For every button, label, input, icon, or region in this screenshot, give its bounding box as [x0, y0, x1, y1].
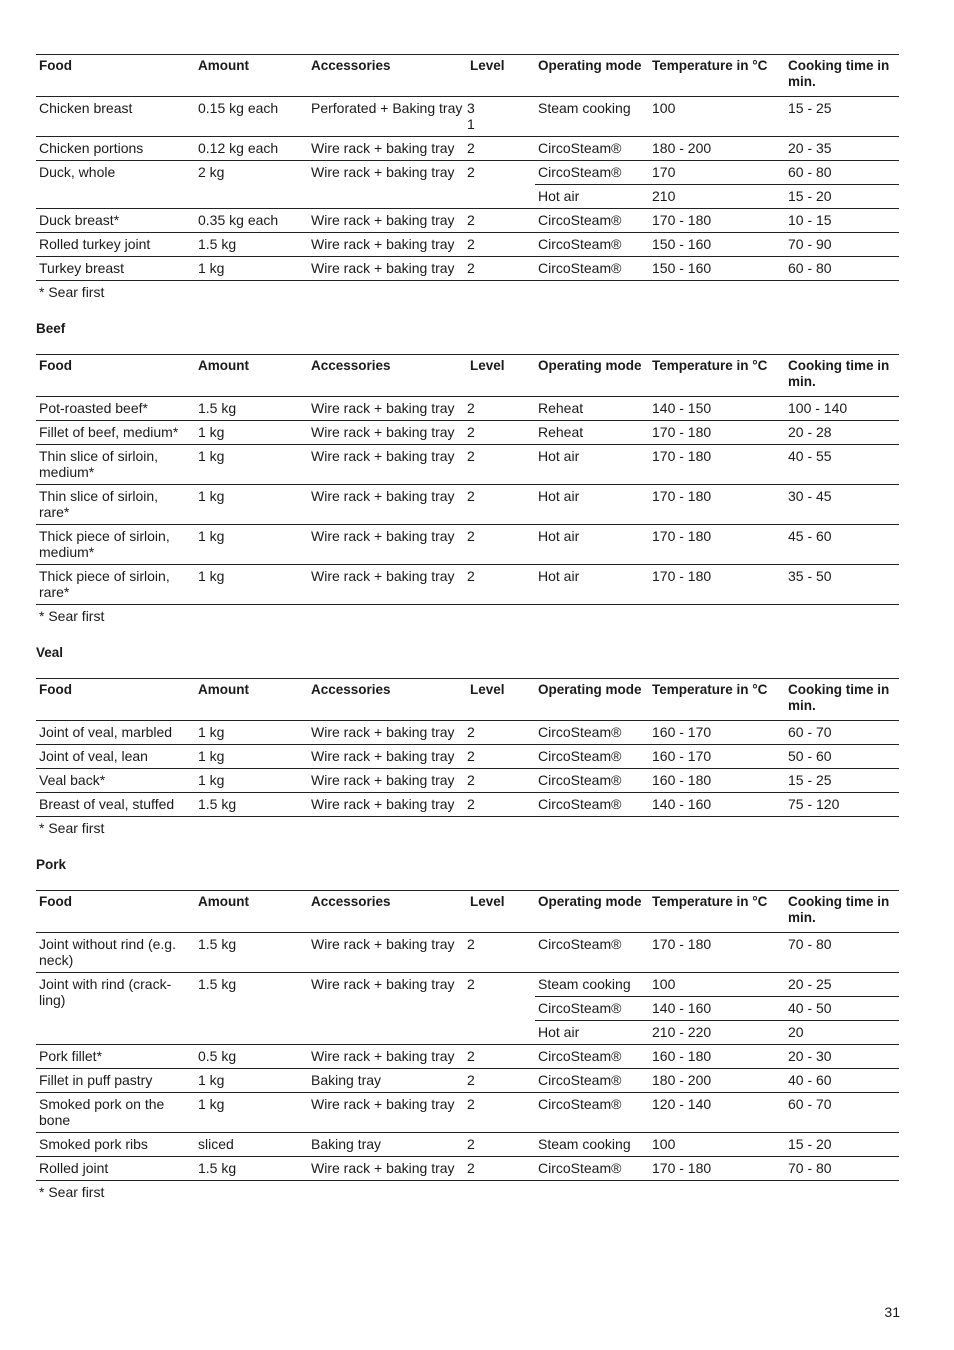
column-header-cooking-time: Cooking time in min.: [788, 682, 890, 713]
cooking-time-cell: 100 - 140: [788, 400, 848, 416]
temperature-cell: 170 - 180: [652, 568, 712, 584]
column-header-temperature: Temperature in °C: [652, 358, 768, 373]
cooking-time-cell: 60 - 70: [788, 724, 832, 740]
operating-mode-cell: CircoSteam®: [538, 260, 622, 276]
level-cell: 2: [467, 424, 475, 440]
table-row: [36, 721, 899, 745]
cooking-time-cell: 15 - 25: [788, 100, 832, 116]
temperature-cell: 170 - 180: [652, 212, 712, 228]
level-cell: 2: [467, 936, 475, 952]
cooking-time-cell: 40 - 60: [788, 1072, 832, 1088]
column-header-food: Food: [39, 58, 72, 73]
cooking-time-cell: 20 - 25: [788, 976, 832, 992]
table-row: [36, 445, 899, 485]
header-row: [36, 679, 899, 721]
operating-mode-cell: CircoSteam®: [538, 772, 622, 788]
food-cell: Veal back*: [39, 772, 106, 788]
column-header-temperature: Temperature in °C: [652, 894, 768, 909]
table-row: [36, 1045, 899, 1069]
column-header-level: Level: [470, 894, 505, 909]
table-row: [36, 973, 899, 997]
temperature-cell: 170 - 180: [652, 1160, 712, 1176]
amount-cell: 0.5 kg: [198, 1048, 237, 1064]
cooking-time-cell: 60 - 80: [788, 164, 832, 180]
accessories-cell: Wire rack + baking tray: [311, 976, 455, 992]
column-header-operating-mode: Operating mode: [538, 358, 642, 373]
cooking-time-cell: 75 - 120: [788, 796, 840, 812]
operating-mode-cell: Hot air: [538, 448, 580, 464]
food-cell: Thin slice of sirloin, rare*: [39, 488, 159, 520]
table-row: [36, 485, 899, 525]
section-spacer: [36, 661, 899, 678]
cooking-time-cell: 15 - 20: [788, 188, 832, 204]
temperature-cell: 160 - 180: [652, 772, 712, 788]
cooking-time-cell: 30 - 45: [788, 488, 832, 504]
table-row: [36, 525, 899, 565]
food-cell: Thin slice of sirloin, medium*: [39, 448, 159, 480]
temperature-cell: 210 - 220: [652, 1024, 712, 1040]
accessories-cell: Baking tray: [311, 1136, 382, 1152]
column-header-operating-mode: Operating mode: [538, 58, 642, 73]
section-spacer: [36, 836, 899, 857]
amount-cell: 1 kg: [198, 724, 225, 740]
accessories-cell: Wire rack + baking tray: [311, 1160, 455, 1176]
temperature-cell: 150 - 160: [652, 260, 712, 276]
column-header-food: Food: [39, 358, 72, 373]
temperature-cell: 170 - 180: [652, 528, 712, 544]
operating-mode-cell: CircoSteam®: [538, 1000, 622, 1016]
amount-cell: 1 kg: [198, 772, 225, 788]
level-cell: 2: [467, 724, 475, 740]
operating-mode-cell: CircoSteam®: [538, 724, 622, 740]
accessories-cell: Wire rack + baking tray: [311, 140, 455, 156]
level-cell: 2: [467, 212, 475, 228]
accessories-cell: Wire rack + baking tray: [311, 424, 455, 440]
amount-cell: 1 kg: [198, 260, 225, 276]
amount-cell: 1 kg: [198, 528, 225, 544]
accessories-cell: Wire rack + baking tray: [311, 448, 455, 464]
section-spacer: [36, 337, 899, 354]
cooking-time-cell: 60 - 80: [788, 260, 832, 276]
food-cell: Duck, whole: [39, 164, 116, 180]
table-row: [36, 793, 899, 817]
accessories-cell: Wire rack + baking tray: [311, 164, 455, 180]
operating-mode-cell: CircoSteam®: [538, 236, 622, 252]
table-row: [36, 421, 899, 445]
operating-mode-cell: Steam cooking: [538, 976, 631, 992]
temperature-cell: 160 - 180: [652, 1048, 712, 1064]
accessories-cell: Wire rack + baking tray: [311, 936, 455, 952]
column-header-accessories: Accessories: [311, 894, 391, 909]
column-header-amount: Amount: [198, 894, 249, 909]
accessories-cell: Wire rack + baking tray: [311, 236, 455, 252]
level-cell: 2: [467, 568, 475, 584]
accessories-cell: Wire rack + baking tray: [311, 796, 455, 812]
amount-cell: 1 kg: [198, 1096, 225, 1112]
cooking-time-cell: 40 - 55: [788, 448, 832, 464]
food-cell: Rolled turkey joint: [39, 236, 151, 252]
level-cell: 2: [467, 1160, 475, 1176]
section-spacer: [36, 624, 899, 645]
column-header-accessories: Accessories: [311, 58, 391, 73]
operating-mode-cell: CircoSteam®: [538, 212, 622, 228]
operating-mode-cell: Reheat: [538, 400, 584, 416]
operating-mode-cell: Hot air: [538, 568, 580, 584]
level-cell: 2: [467, 1072, 475, 1088]
amount-cell: 1 kg: [198, 448, 225, 464]
cooking-time-cell: 15 - 25: [788, 772, 832, 788]
accessories-cell: Wire rack + baking tray: [311, 1096, 455, 1112]
temperature-cell: 180 - 200: [652, 1072, 712, 1088]
section-spacer: [36, 300, 899, 321]
level-cell: 2: [467, 796, 475, 812]
operating-mode-cell: CircoSteam®: [538, 1096, 622, 1112]
page-number: 31: [884, 1304, 900, 1320]
food-cell: Joint of veal, marbled: [39, 724, 173, 740]
food-cell: Breast of veal, stuffed: [39, 796, 175, 812]
level-cell: 2: [467, 748, 475, 764]
amount-cell: 0.35 kg each: [198, 212, 279, 228]
level-cell: 2: [467, 1136, 475, 1152]
table-row: [36, 1069, 899, 1093]
operating-mode-cell: CircoSteam®: [538, 1048, 622, 1064]
temperature-cell: 170 - 180: [652, 424, 712, 440]
operating-mode-cell: CircoSteam®: [538, 140, 622, 156]
section-title: Beef: [36, 321, 66, 336]
amount-cell: 1.5 kg: [198, 236, 237, 252]
amount-cell: 1 kg: [198, 488, 225, 504]
column-header-level: Level: [470, 682, 505, 697]
table-row: [36, 1133, 899, 1157]
table-row: [36, 745, 899, 769]
food-cell: Smoked pork on the bone: [39, 1096, 165, 1128]
column-header-cooking-time: Cooking time in min.: [788, 358, 890, 389]
temperature-cell: 160 - 170: [652, 748, 712, 764]
food-cell: Duck breast*: [39, 212, 120, 228]
cooking-time-cell: 70 - 90: [788, 236, 832, 252]
operating-mode-cell: Steam cooking: [538, 100, 631, 116]
level-cell: 2: [467, 140, 475, 156]
column-header-amount: Amount: [198, 358, 249, 373]
table-row: [36, 209, 899, 233]
food-cell: Smoked pork ribs: [39, 1136, 148, 1152]
cooking-time-cell: 20: [788, 1024, 804, 1040]
accessories-cell: Wire rack + baking tray: [311, 260, 455, 276]
cooking-time-cell: 70 - 80: [788, 936, 832, 952]
level-cell: 2: [467, 976, 475, 992]
column-header-level: Level: [470, 58, 505, 73]
level-cell: 2: [467, 448, 475, 464]
table-row: [36, 137, 899, 161]
column-header-operating-mode: Operating mode: [538, 682, 642, 697]
cooking-time-cell: 40 - 50: [788, 1000, 832, 1016]
cooking-time-cell: 20 - 30: [788, 1048, 832, 1064]
accessories-cell: Wire rack + baking tray: [311, 1048, 455, 1064]
food-cell: Fillet in puff pastry: [39, 1072, 153, 1088]
temperature-cell: 170 - 180: [652, 448, 712, 464]
accessories-cell: Wire rack + baking tray: [311, 400, 455, 416]
temperature-cell: 120 - 140: [652, 1096, 712, 1112]
accessories-cell: Wire rack + baking tray: [311, 724, 455, 740]
amount-cell: 1.5 kg: [198, 796, 237, 812]
cooking-time-cell: 70 - 80: [788, 1160, 832, 1176]
column-header-amount: Amount: [198, 58, 249, 73]
amount-cell: 1 kg: [198, 1072, 225, 1088]
temperature-cell: 150 - 160: [652, 236, 712, 252]
food-cell: Joint with rind (crack-ling): [39, 976, 172, 1008]
table-row: [36, 1093, 899, 1133]
cooking-time-cell: 35 - 50: [788, 568, 832, 584]
table-row: [36, 933, 899, 973]
column-header-level: Level: [470, 358, 505, 373]
column-header-temperature: Temperature in °C: [652, 58, 768, 73]
accessories-cell: Wire rack + baking tray: [311, 568, 455, 584]
amount-cell: 1.5 kg: [198, 1160, 237, 1176]
cooking-time-cell: 10 - 15: [788, 212, 832, 228]
amount-cell: 0.15 kg each: [198, 100, 279, 116]
food-cell: Fillet of beef, medium*: [39, 424, 179, 440]
accessories-cell: Wire rack + baking tray: [311, 528, 455, 544]
food-cell: Joint without rind (e.g. neck): [39, 936, 176, 968]
amount-cell: 1 kg: [198, 424, 225, 440]
amount-cell: 1.5 kg: [198, 976, 237, 992]
food-cell: Turkey breast: [39, 260, 125, 276]
amount-cell: 0.12 kg each: [198, 140, 279, 156]
footnote: * Sear first: [39, 1184, 105, 1200]
operating-mode-cell: Hot air: [538, 488, 580, 504]
table-row: [36, 97, 899, 137]
column-header-accessories: Accessories: [311, 358, 391, 373]
operating-mode-cell: CircoSteam®: [538, 796, 622, 812]
amount-cell: 2 kg: [198, 164, 225, 180]
operating-mode-cell: Steam cooking: [538, 1136, 631, 1152]
table-row: [36, 161, 899, 185]
footnote: * Sear first: [39, 820, 105, 836]
amount-cell: 1 kg: [198, 568, 225, 584]
cooking-time-cell: 45 - 60: [788, 528, 832, 544]
cooking-table-page: [36, 54, 899, 1200]
operating-mode-cell: Reheat: [538, 424, 584, 440]
amount-cell: 1.5 kg: [198, 936, 237, 952]
temperature-cell: 160 - 170: [652, 724, 712, 740]
amount-cell: 1 kg: [198, 748, 225, 764]
temperature-cell: 100: [652, 1136, 676, 1152]
footnote: * Sear first: [39, 608, 105, 624]
cooking-time-cell: 15 - 20: [788, 1136, 832, 1152]
cooking-time-cell: 50 - 60: [788, 748, 832, 764]
column-header-cooking-time: Cooking time in min.: [788, 894, 890, 925]
table-row: [36, 257, 899, 281]
header-row: [36, 355, 899, 397]
temperature-cell: 170: [652, 164, 676, 180]
table-row: [36, 233, 899, 257]
cooking-time-cell: 20 - 28: [788, 424, 832, 440]
temperature-cell: 100: [652, 976, 676, 992]
accessories-cell: Wire rack + baking tray: [311, 772, 455, 788]
temperature-cell: 170 - 180: [652, 936, 712, 952]
accessories-cell: Wire rack + baking tray: [311, 748, 455, 764]
cooking-table: [36, 54, 899, 281]
food-cell: Chicken breast: [39, 100, 133, 116]
accessories-cell: Wire rack + baking tray: [311, 212, 455, 228]
column-header-food: Food: [39, 894, 72, 909]
operating-mode-cell: CircoSteam®: [538, 936, 622, 952]
column-header-cooking-time: Cooking time in min.: [788, 58, 890, 89]
temperature-cell: 140 - 160: [652, 1000, 712, 1016]
operating-mode-cell: CircoSteam®: [538, 748, 622, 764]
header-row: [36, 55, 899, 97]
table-row: [36, 565, 899, 605]
header-row: [36, 891, 899, 933]
accessories-cell: Baking tray: [311, 1072, 382, 1088]
accessories-cell: Wire rack + baking tray: [311, 488, 455, 504]
level-cell: 2: [467, 1048, 475, 1064]
temperature-cell: 210: [652, 188, 676, 204]
cooking-table: [36, 890, 899, 1181]
cooking-time-cell: 20 - 35: [788, 140, 832, 156]
column-header-operating-mode: Operating mode: [538, 894, 642, 909]
food-cell: Thick piece of sirloin, rare*: [39, 568, 170, 600]
table-row: [36, 769, 899, 793]
temperature-cell: 100: [652, 100, 676, 116]
footnote: * Sear first: [39, 284, 105, 300]
cooking-table: [36, 678, 899, 817]
temperature-cell: 170 - 180: [652, 488, 712, 504]
column-header-accessories: Accessories: [311, 682, 391, 697]
table-row: [36, 1157, 899, 1181]
level-cell: 3 1: [467, 100, 475, 132]
column-header-food: Food: [39, 682, 72, 697]
level-cell: 2: [467, 772, 475, 788]
temperature-cell: 140 - 160: [652, 796, 712, 812]
level-cell: 2: [467, 488, 475, 504]
food-cell: Pot-roasted beef*: [39, 400, 148, 416]
food-cell: Pork fillet*: [39, 1048, 103, 1064]
operating-mode-cell: Hot air: [538, 188, 580, 204]
level-cell: 2: [467, 1096, 475, 1112]
operating-mode-cell: CircoSteam®: [538, 164, 622, 180]
temperature-cell: 180 - 200: [652, 140, 712, 156]
section-title: Pork: [36, 857, 67, 872]
section-title: Veal: [36, 645, 64, 660]
food-cell: Rolled joint: [39, 1160, 109, 1176]
operating-mode-cell: Hot air: [538, 528, 580, 544]
operating-mode-cell: CircoSteam®: [538, 1160, 622, 1176]
level-cell: 2: [467, 236, 475, 252]
column-header-amount: Amount: [198, 682, 249, 697]
level-cell: 2: [467, 400, 475, 416]
section-spacer: [36, 873, 899, 890]
food-cell: Joint of veal, lean: [39, 748, 148, 764]
amount-cell: sliced: [198, 1136, 234, 1152]
cooking-table: [36, 354, 899, 605]
level-cell: 2: [467, 528, 475, 544]
level-cell: 2: [467, 260, 475, 276]
cooking-time-cell: 60 - 70: [788, 1096, 832, 1112]
operating-mode-cell: Hot air: [538, 1024, 580, 1040]
temperature-cell: 140 - 150: [652, 400, 712, 416]
column-header-temperature: Temperature in °C: [652, 682, 768, 697]
food-cell: Thick piece of sirloin, medium*: [39, 528, 170, 560]
amount-cell: 1.5 kg: [198, 400, 237, 416]
food-cell: Chicken portions: [39, 140, 144, 156]
table-row: [36, 397, 899, 421]
operating-mode-cell: CircoSteam®: [538, 1072, 622, 1088]
level-cell: 2: [467, 164, 475, 180]
accessories-cell: Perforated + Baking tray: [311, 100, 463, 116]
